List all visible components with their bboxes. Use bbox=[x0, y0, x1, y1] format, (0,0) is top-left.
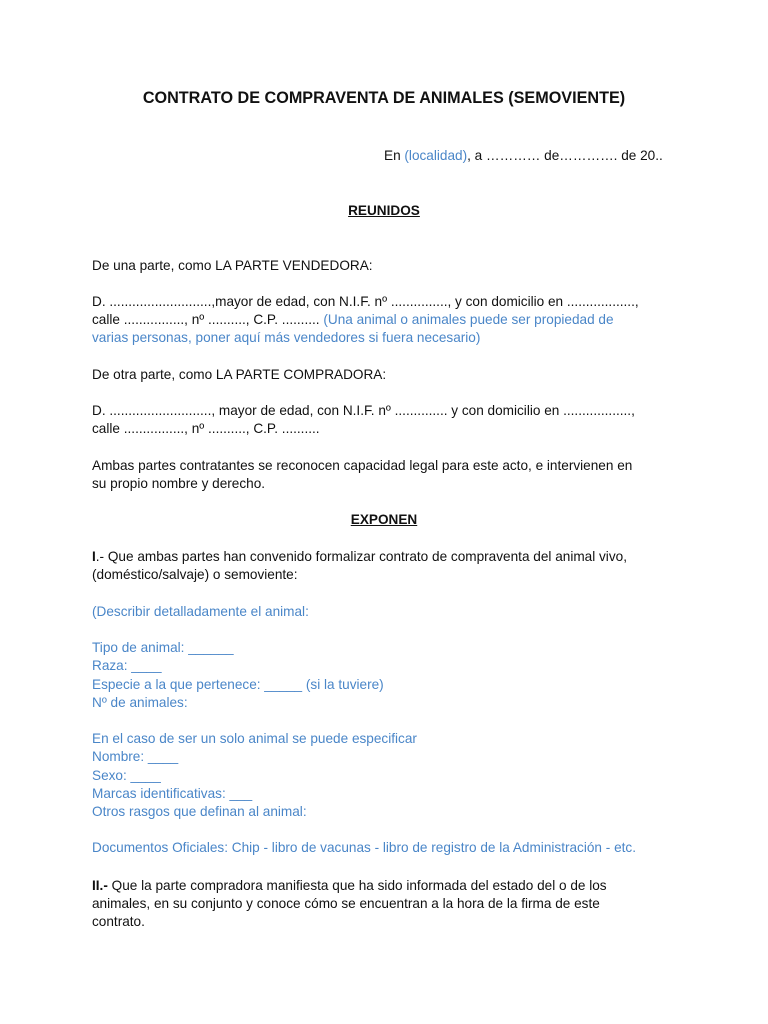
reunidos-heading: REUNIDOS bbox=[348, 203, 420, 218]
capacity-line-2: su propio nombre y derecho. bbox=[92, 476, 266, 491]
seller-address: calle ................, nº .........., C.P. .......... bbox=[92, 312, 324, 327]
date-placeholder: , a ………… de…………. de 20.. bbox=[467, 148, 663, 163]
official-documents: Documentos Oficiales: Chip - libro de vacunas - libro de registro de la Administración - etc. bbox=[92, 840, 636, 855]
field-tipo: Tipo de animal: ______ bbox=[92, 640, 234, 655]
capacity-line-1: Ambas partes contratantes se reconocen capacidad legal para este acto, e intervienen en bbox=[92, 458, 633, 473]
field-raza: Raza: ____ bbox=[92, 658, 162, 673]
clause-i-label: I bbox=[92, 549, 96, 564]
describe-animal: (Describir detalladamente el animal: bbox=[92, 604, 309, 619]
clause-ii-line-3: contrato. bbox=[92, 914, 145, 929]
buyer-line-2: calle ................, nº .........., C.P. .......... bbox=[92, 421, 320, 436]
field-sexo: Sexo: ____ bbox=[92, 768, 161, 783]
clause-i-text: .- Que ambas partes han convenido formalizar contrato de compraventa del animal vivo, bbox=[95, 549, 627, 564]
seller-note-continued: varias personas, poner aquí más vendedores si fuera necesario) bbox=[92, 330, 481, 345]
field-especie: Especie a la que pertenece: _____ (si la tuviere) bbox=[92, 677, 384, 692]
locality-placeholder: (localidad) bbox=[404, 148, 468, 163]
buyer-intro: De otra parte, como LA PARTE COMPRADORA: bbox=[92, 367, 387, 382]
field-otros: Otros rasgos que definan al animal: bbox=[92, 804, 307, 819]
clause-ii-line-2: animales, en su conjunto y conoce cómo se encuentran a la hora de la firma de este bbox=[92, 896, 600, 911]
place-prefix: En bbox=[384, 148, 405, 163]
clause-ii-line-1 bbox=[92, 877, 607, 895]
field-numero: Nº de animales: bbox=[92, 695, 188, 710]
field-marcas: Marcas identificativas: ___ bbox=[92, 786, 253, 801]
clause-i-line-2: (doméstico/salvaje) o semoviente: bbox=[92, 567, 298, 582]
seller-intro: De una parte, como LA PARTE VENDEDORA: bbox=[92, 258, 373, 273]
clause-ii-text: Que la parte compradora manifiesta que ha sido informada del estado del o de los bbox=[107, 878, 607, 893]
seller-note: (Una animal o animales puede ser propiedad de bbox=[323, 312, 614, 327]
field-nombre: Nombre: ____ bbox=[92, 749, 179, 764]
single-animal-note: En el caso de ser un solo animal se puede especificar bbox=[92, 731, 417, 746]
place-date-line bbox=[384, 147, 663, 165]
document-title: CONTRATO DE COMPRAVENTA DE ANIMALES (SEMOVIENTE) bbox=[142, 89, 626, 107]
seller-line-2 bbox=[92, 311, 614, 329]
clause-i-line-1 bbox=[92, 548, 627, 566]
buyer-line-1: D. ..........................., mayor de edad, con N.I.F. nº .............. y con domicilio en .................., bbox=[92, 403, 635, 418]
exponen-heading: EXPONEN bbox=[350, 512, 418, 527]
clause-ii-label: II.- bbox=[92, 878, 108, 893]
seller-line-1: D. ...........................,mayor de edad, con N.I.F. nº ..............., y con domicilio en .................., bbox=[92, 294, 639, 309]
